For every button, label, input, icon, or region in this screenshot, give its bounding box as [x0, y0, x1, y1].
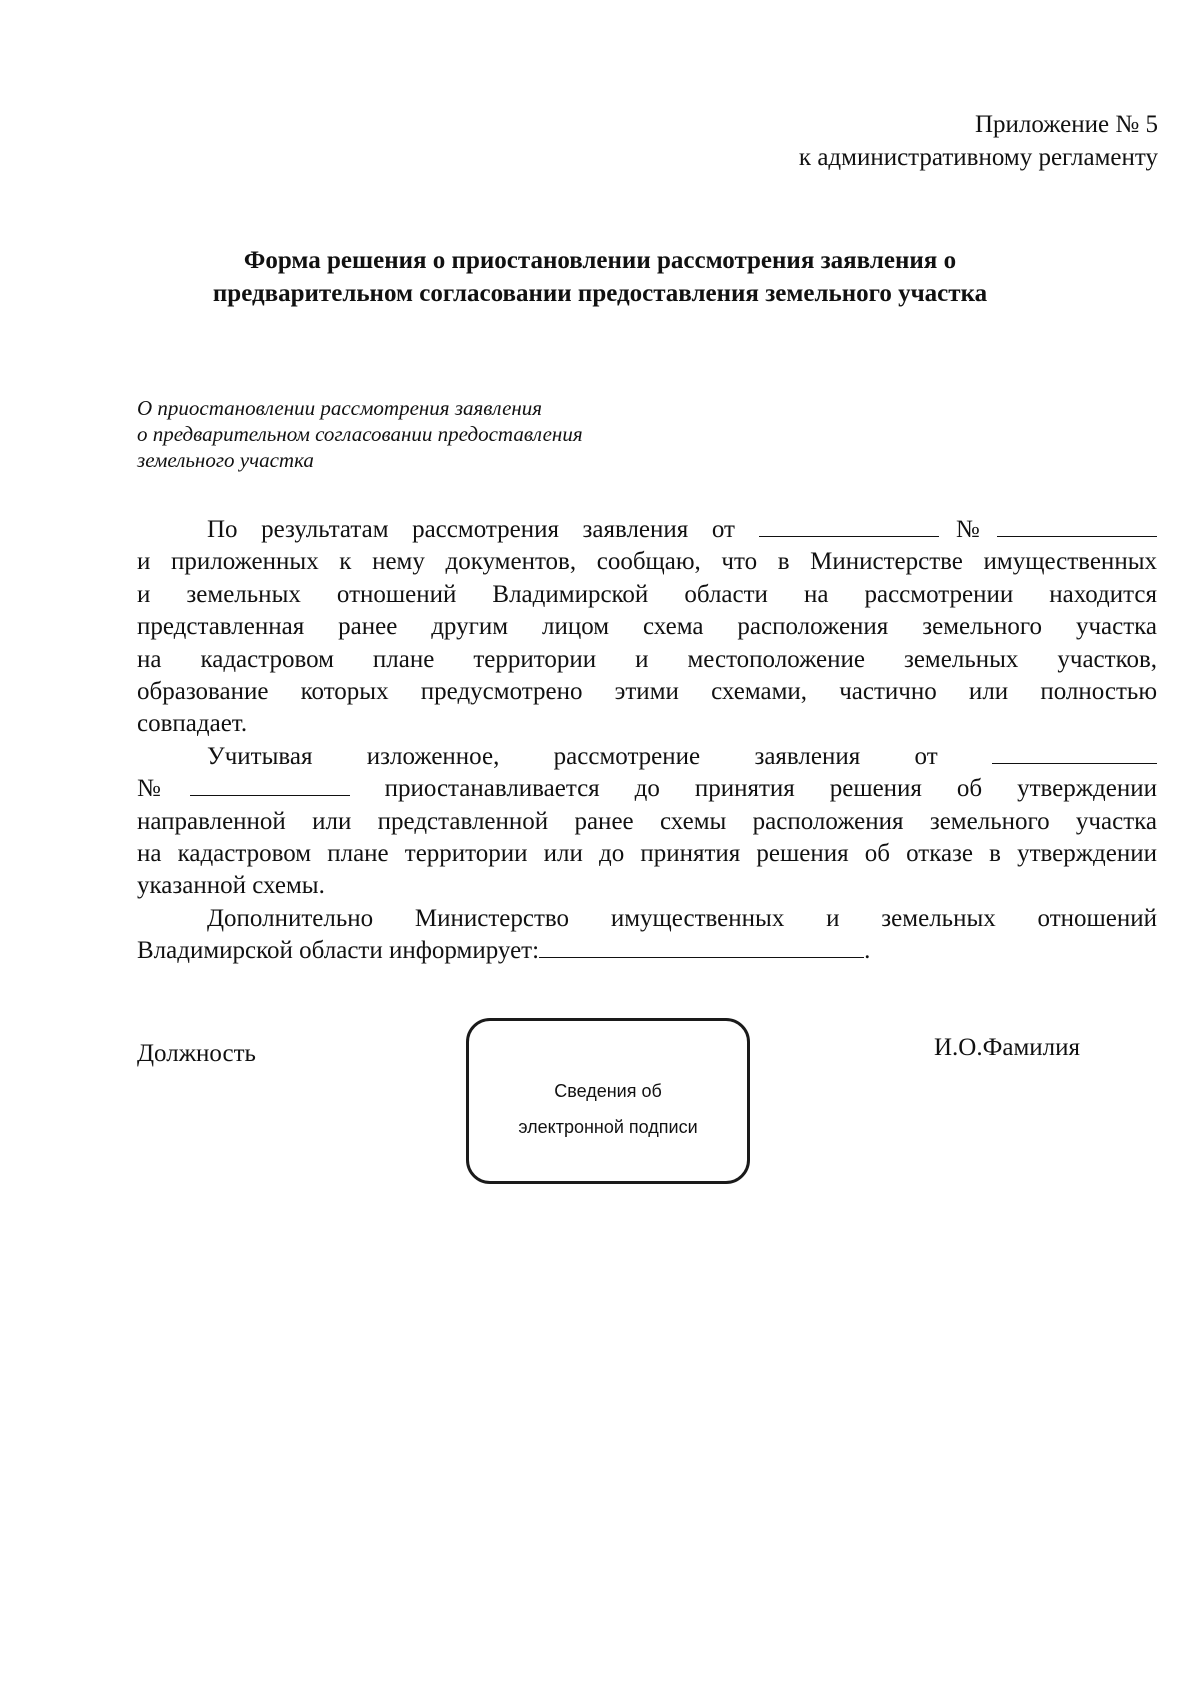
additional-info-period: . — [864, 937, 871, 965]
signatory-position: Должность — [137, 1040, 256, 1067]
annex-reference: к административному регламенту — [798, 144, 1158, 171]
subject-line-1: О приостановлении рассмотрения заявления — [137, 396, 543, 420]
considered-number-sign: № — [137, 775, 190, 803]
paragraph-1-line-1 — [137, 514, 1157, 546]
annex-number: Приложение № 5 — [974, 111, 1158, 138]
considered-application-number-blank — [190, 773, 350, 796]
application-number-sign: № — [938, 516, 997, 543]
application-date-lead-in: По результатам рассмотрения заявления от — [207, 516, 735, 543]
signature-stamp-line-1: Сведения об — [554, 1081, 662, 1101]
application-number-blank — [997, 514, 1157, 537]
subject-line-2: о предварительном согласовании предоставления — [137, 422, 583, 446]
considered-application-date-blank — [992, 741, 1157, 764]
decision-subject — [137, 395, 583, 473]
electronic-signature-stamp — [466, 1018, 750, 1184]
signature-stamp-line-2: электронной подписи — [518, 1117, 698, 1137]
signatory-name: И.О.Фамилия — [933, 1034, 1080, 1061]
paragraph-1-line-5: на кадастровом плане территории и местоположение земельных участков, — [137, 645, 1157, 673]
paragraph-1-line-6: образование которых предусмотрено этими схемами, частично или полностью — [137, 678, 1157, 706]
document-title-line-1: Форма решения о приостановлении рассмотрения заявления о — [243, 247, 957, 274]
paragraph-2-line-2 — [137, 773, 1157, 805]
document-title — [140, 244, 1060, 310]
paragraph-1-line-2: и приложенных к нему документов, сообщаю, что в Министерстве имущественных — [137, 548, 1157, 576]
paragraph-3-line-1: Дополнительно Министерство имущественных и земельных отношений — [207, 904, 1157, 932]
paragraph-1-line-3: и земельных отношений Владимирской области на рассмотрении находится — [137, 580, 1157, 608]
considering-lead-in: Учитывая изложенное, рассмотрение заявления от — [207, 742, 938, 770]
document-title-line-2: предварительном согласовании предоставления земельного участка — [212, 280, 988, 307]
subject-line-3: земельного участка — [137, 448, 314, 472]
paragraph-2-line-4: на кадастровом плане территории или до принятия решения об отказе в утверждении — [137, 840, 1157, 868]
paragraph-2-line-3: направленной или представленной ранее схемы расположения земельного участка — [137, 807, 1157, 835]
paragraph-1-line-4: представленная ранее другим лицом схема расположения земельного участка — [137, 613, 1157, 641]
paragraph-1-line-7: совпадает. — [137, 710, 248, 738]
additional-info-lead-in: Владимирской области информирует: — [137, 937, 540, 965]
paragraph-2-line-5: указанной схемы. — [137, 872, 325, 900]
suspension-statement: приостанавливается до принятия решения об утверждении — [384, 775, 1158, 803]
paragraph-3-line-2 — [137, 935, 1157, 967]
electronic-signature-text — [469, 1073, 747, 1145]
paragraph-2-line-1 — [137, 741, 1157, 773]
additional-info-blank — [539, 935, 864, 958]
annex-header — [799, 108, 1158, 174]
decision-body — [137, 514, 1157, 968]
application-date-blank — [759, 514, 939, 537]
